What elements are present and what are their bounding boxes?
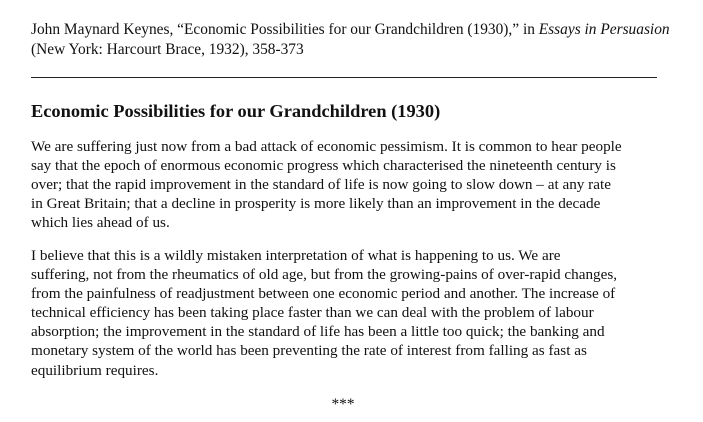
paragraph-line: suffering, not from the rheumatics of old age, but from the growing-pains of over-rapid changes, bbox=[31, 266, 618, 284]
citation bbox=[31, 20, 671, 60]
citation-book-title: Essays in Persuasion bbox=[538, 21, 670, 38]
citation-publication-text: (New York: Harcourt Brace, 1932), 358-373 bbox=[31, 41, 304, 58]
paragraph-2 bbox=[31, 246, 671, 380]
paragraph-1 bbox=[31, 137, 671, 232]
section-separator: *** bbox=[331, 396, 355, 413]
paragraph-line: say that the epoch of enormous economic progress which characterised the nineteenth century is bbox=[31, 157, 616, 175]
paragraph-line: in Great Britain; that a decline in prosperity is more likely than an improvement in the decade bbox=[31, 195, 601, 213]
paragraph-line: We are suffering just now from a bad attack of economic pessimism. It is common to hear people bbox=[31, 138, 622, 155]
horizontal-rule bbox=[31, 77, 657, 78]
paragraph-line: absorption; the improvement in the standard of life has been a little too quick; the banking and bbox=[31, 323, 605, 341]
paragraph-line: equilibrium requires. bbox=[31, 361, 159, 379]
paragraph-line: over; that the rapid improvement in the standard of life is now going to slow down – at any rate bbox=[31, 176, 611, 194]
paragraph-line: I believe that this is a wildly mistaken interpretation of what is happening to us. We are bbox=[31, 247, 561, 264]
paragraph-line: which lies ahead of us. bbox=[31, 214, 170, 232]
paragraph-line: from the painfulness of readjustment between one economic period and another. The increase of bbox=[31, 285, 616, 303]
paragraph-line: monetary system of the world has been preventing the rate of interest from falling as fast as bbox=[31, 342, 587, 360]
essay-title: Economic Possibilities for our Grandchildren (1930) bbox=[31, 101, 441, 121]
paragraph-line: technical efficiency has been taking place faster than we can deal with the problem of labour bbox=[31, 304, 594, 322]
citation-author-text: John Maynard Keynes, “Economic Possibilities for our Grandchildren (1930),” in bbox=[31, 21, 539, 38]
